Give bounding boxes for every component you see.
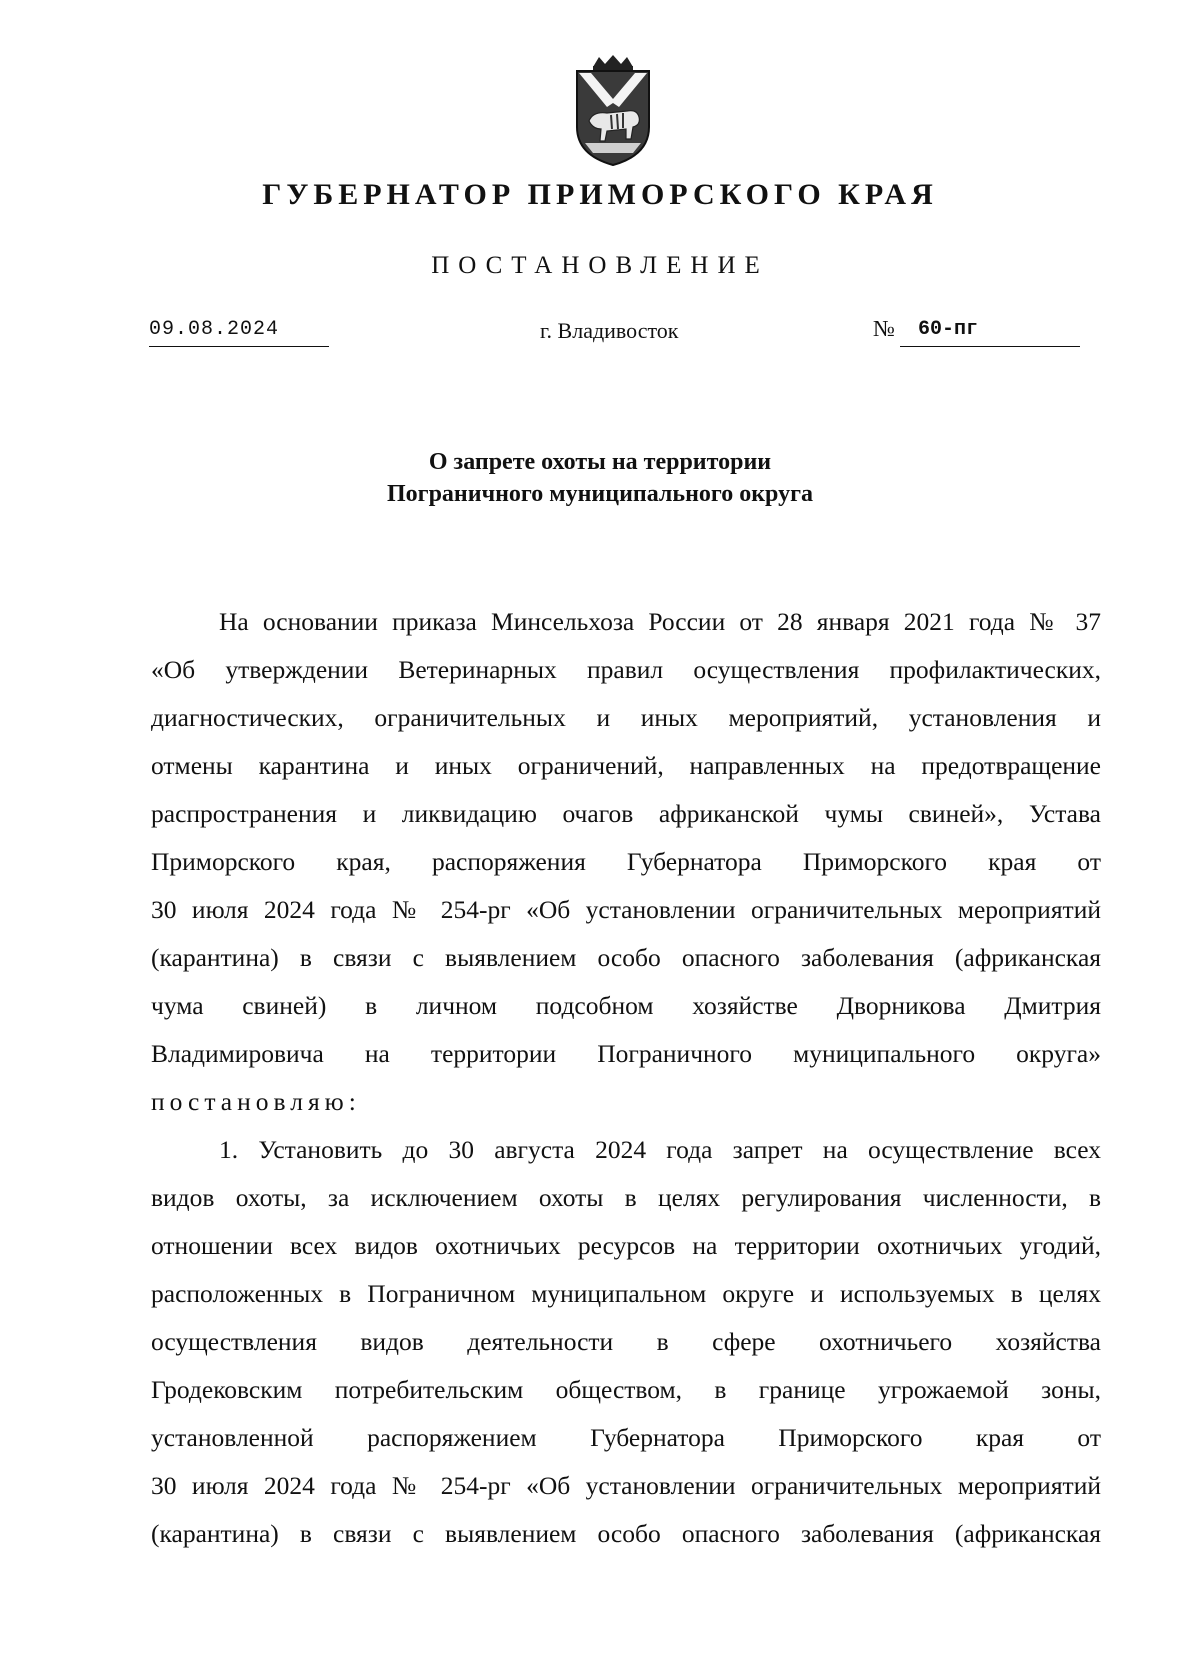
subject-line-2: Пограничного муниципального округа <box>387 481 813 507</box>
body-line: установленной распоряжением Губернатора Приморского края от <box>151 1423 1101 1452</box>
body-line: отмены карантина и иных ограничений, направленных на предотвращение <box>151 751 1101 780</box>
body-line: (карантина) в связи с выявлением особо опасного заболевания (африканская <box>151 1519 1101 1548</box>
body-line: (карантина) в связи с выявлением особо опасного заболевания (африканская <box>151 943 1101 972</box>
body-line: видов охоты, за исключением охоты в целях регулирования численности, в <box>151 1183 1101 1212</box>
document-body <box>151 598 1101 1558</box>
body-line: чума свиней) в личном подсобном хозяйстве Дворникова Дмитрия <box>151 991 1101 1020</box>
number-sign: № <box>873 316 895 341</box>
body-line: отношении всех видов охотничьих ресурсов на территории охотничьих угодий, <box>151 1231 1101 1260</box>
body-line: На основании приказа Минсельхоза России от 28 января 2021 года № 37 <box>219 607 1101 636</box>
body-line: Приморского края, распоряжения Губернатора Приморского края от <box>151 847 1101 876</box>
document-number: 60-пг <box>918 318 979 341</box>
body-line: Гродековским потребительским обществом, в границе угрожаемой зоны, <box>151 1375 1101 1404</box>
body-line: 30 июля 2024 года № 254-рг «Об установлении ограничительных мероприятий <box>151 1471 1101 1500</box>
number-underline <box>900 346 1080 347</box>
coat-of-arms-icon <box>571 55 655 170</box>
body-line: Владимировича на территории Пограничного муниципального округа» <box>151 1039 1101 1068</box>
body-line: 1. Установить до 30 августа 2024 года запрет на осуществление всех <box>219 1135 1101 1164</box>
issuer-title: ГУБЕРНАТОР ПРИМОРСКОГО КРАЯ <box>262 178 938 211</box>
body-line: диагностических, ограничительных и иных мероприятий, установления и <box>151 703 1101 732</box>
document-date: 09.08.2024 <box>149 318 280 341</box>
body-line: распространения и ликвидацию очагов африканской чумы свиней», Устава <box>151 799 1101 828</box>
body-line: расположенных в Пограничном муниципальном округе и используемых в целях <box>151 1279 1101 1308</box>
document-city: г. Владивосток <box>540 318 679 343</box>
date-underline <box>149 346 329 347</box>
document-subject <box>0 446 1200 510</box>
body-line: 30 июля 2024 года № 254-рг «Об установлении ограничительных мероприятий <box>151 895 1101 924</box>
body-line: постановляю: <box>151 1087 361 1116</box>
subject-line-1: О запрете охоты на территории <box>428 449 772 475</box>
body-line: «Об утверждении Ветеринарных правил осуществления профилактических, <box>151 655 1101 684</box>
document-type: ПОСТАНОВЛЕНИЕ <box>431 252 769 279</box>
body-line: осуществления видов деятельности в сфере охотничьего хозяйства <box>151 1327 1101 1356</box>
